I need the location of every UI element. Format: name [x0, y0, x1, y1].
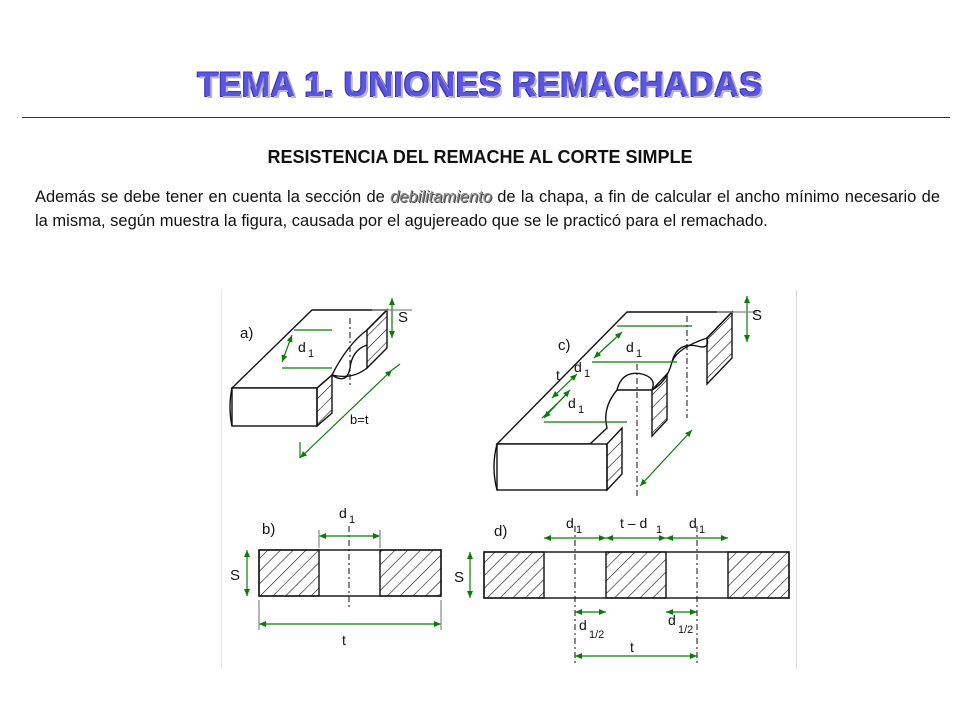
label-c-d1-top: d: [626, 339, 634, 355]
label-b-s: S: [230, 567, 241, 584]
label-c: c): [558, 337, 571, 354]
label-d-t: t: [630, 639, 634, 655]
label-d-d1-right: d: [689, 515, 697, 531]
paragraph-text-end: de la chapa, a fin de calcular el ancho mínimo necesario de la misma, según muestra la figura, causada por el agujereado que se le practicó para el remachado.: [35, 188, 940, 230]
label-d-half-left-sub: 1/2: [589, 629, 605, 641]
label-d-half-right-sub: 1/2: [678, 624, 694, 636]
label-b-d1-sub: 1: [349, 514, 356, 526]
label-a-bt: b=t: [350, 412, 369, 427]
diagram-d: [484, 526, 789, 666]
label-a-s: S: [398, 309, 409, 326]
label-a-d1-sub: 1: [308, 348, 315, 360]
label-b: b): [262, 521, 276, 538]
page-title: TEMA 1. UNIONES REMACHADAS: [197, 66, 763, 104]
title-divider: [22, 117, 950, 118]
label-c-s: S: [752, 307, 763, 324]
label-d: d): [494, 523, 508, 540]
label-a: a): [240, 325, 254, 342]
label-c-d1-top-sub: 1: [636, 348, 643, 360]
label-c-d1-low-sub: 1: [578, 404, 585, 416]
label-d-d1-left-sub: 1: [576, 524, 583, 536]
label-b-d1: d: [339, 505, 347, 521]
label-c-d1-mid: d: [574, 359, 582, 375]
figure-svg: [222, 290, 796, 668]
label-d-t-minus-d1: t – d: [620, 515, 648, 531]
label-b-t: t: [342, 632, 346, 648]
label-d-t-minus-sub: 1: [656, 524, 663, 536]
label-d-half-right: d: [668, 612, 676, 628]
label-c-d1-mid-sub: 1: [584, 368, 591, 380]
label-c-d1-low: d: [568, 395, 576, 411]
label-a-d1: d: [298, 339, 306, 355]
label-d-half-left: d: [579, 617, 587, 633]
paragraph-emphasis: debilitamiento: [390, 188, 492, 206]
section-subtitle: RESISTENCIA DEL REMACHE AL CORTE SIMPLE: [267, 147, 693, 167]
label-d-s: S: [454, 569, 465, 586]
rivet-section-figure: [221, 290, 797, 668]
diagram-b: [259, 526, 441, 610]
body-paragraph: [35, 186, 940, 233]
label-d-d1-left: d: [566, 515, 574, 531]
label-c-t: t: [556, 367, 560, 383]
label-d-d1-right-sub: 1: [699, 524, 706, 536]
paragraph-text-start: Además se debe tener en cuenta la sección de: [35, 188, 391, 206]
